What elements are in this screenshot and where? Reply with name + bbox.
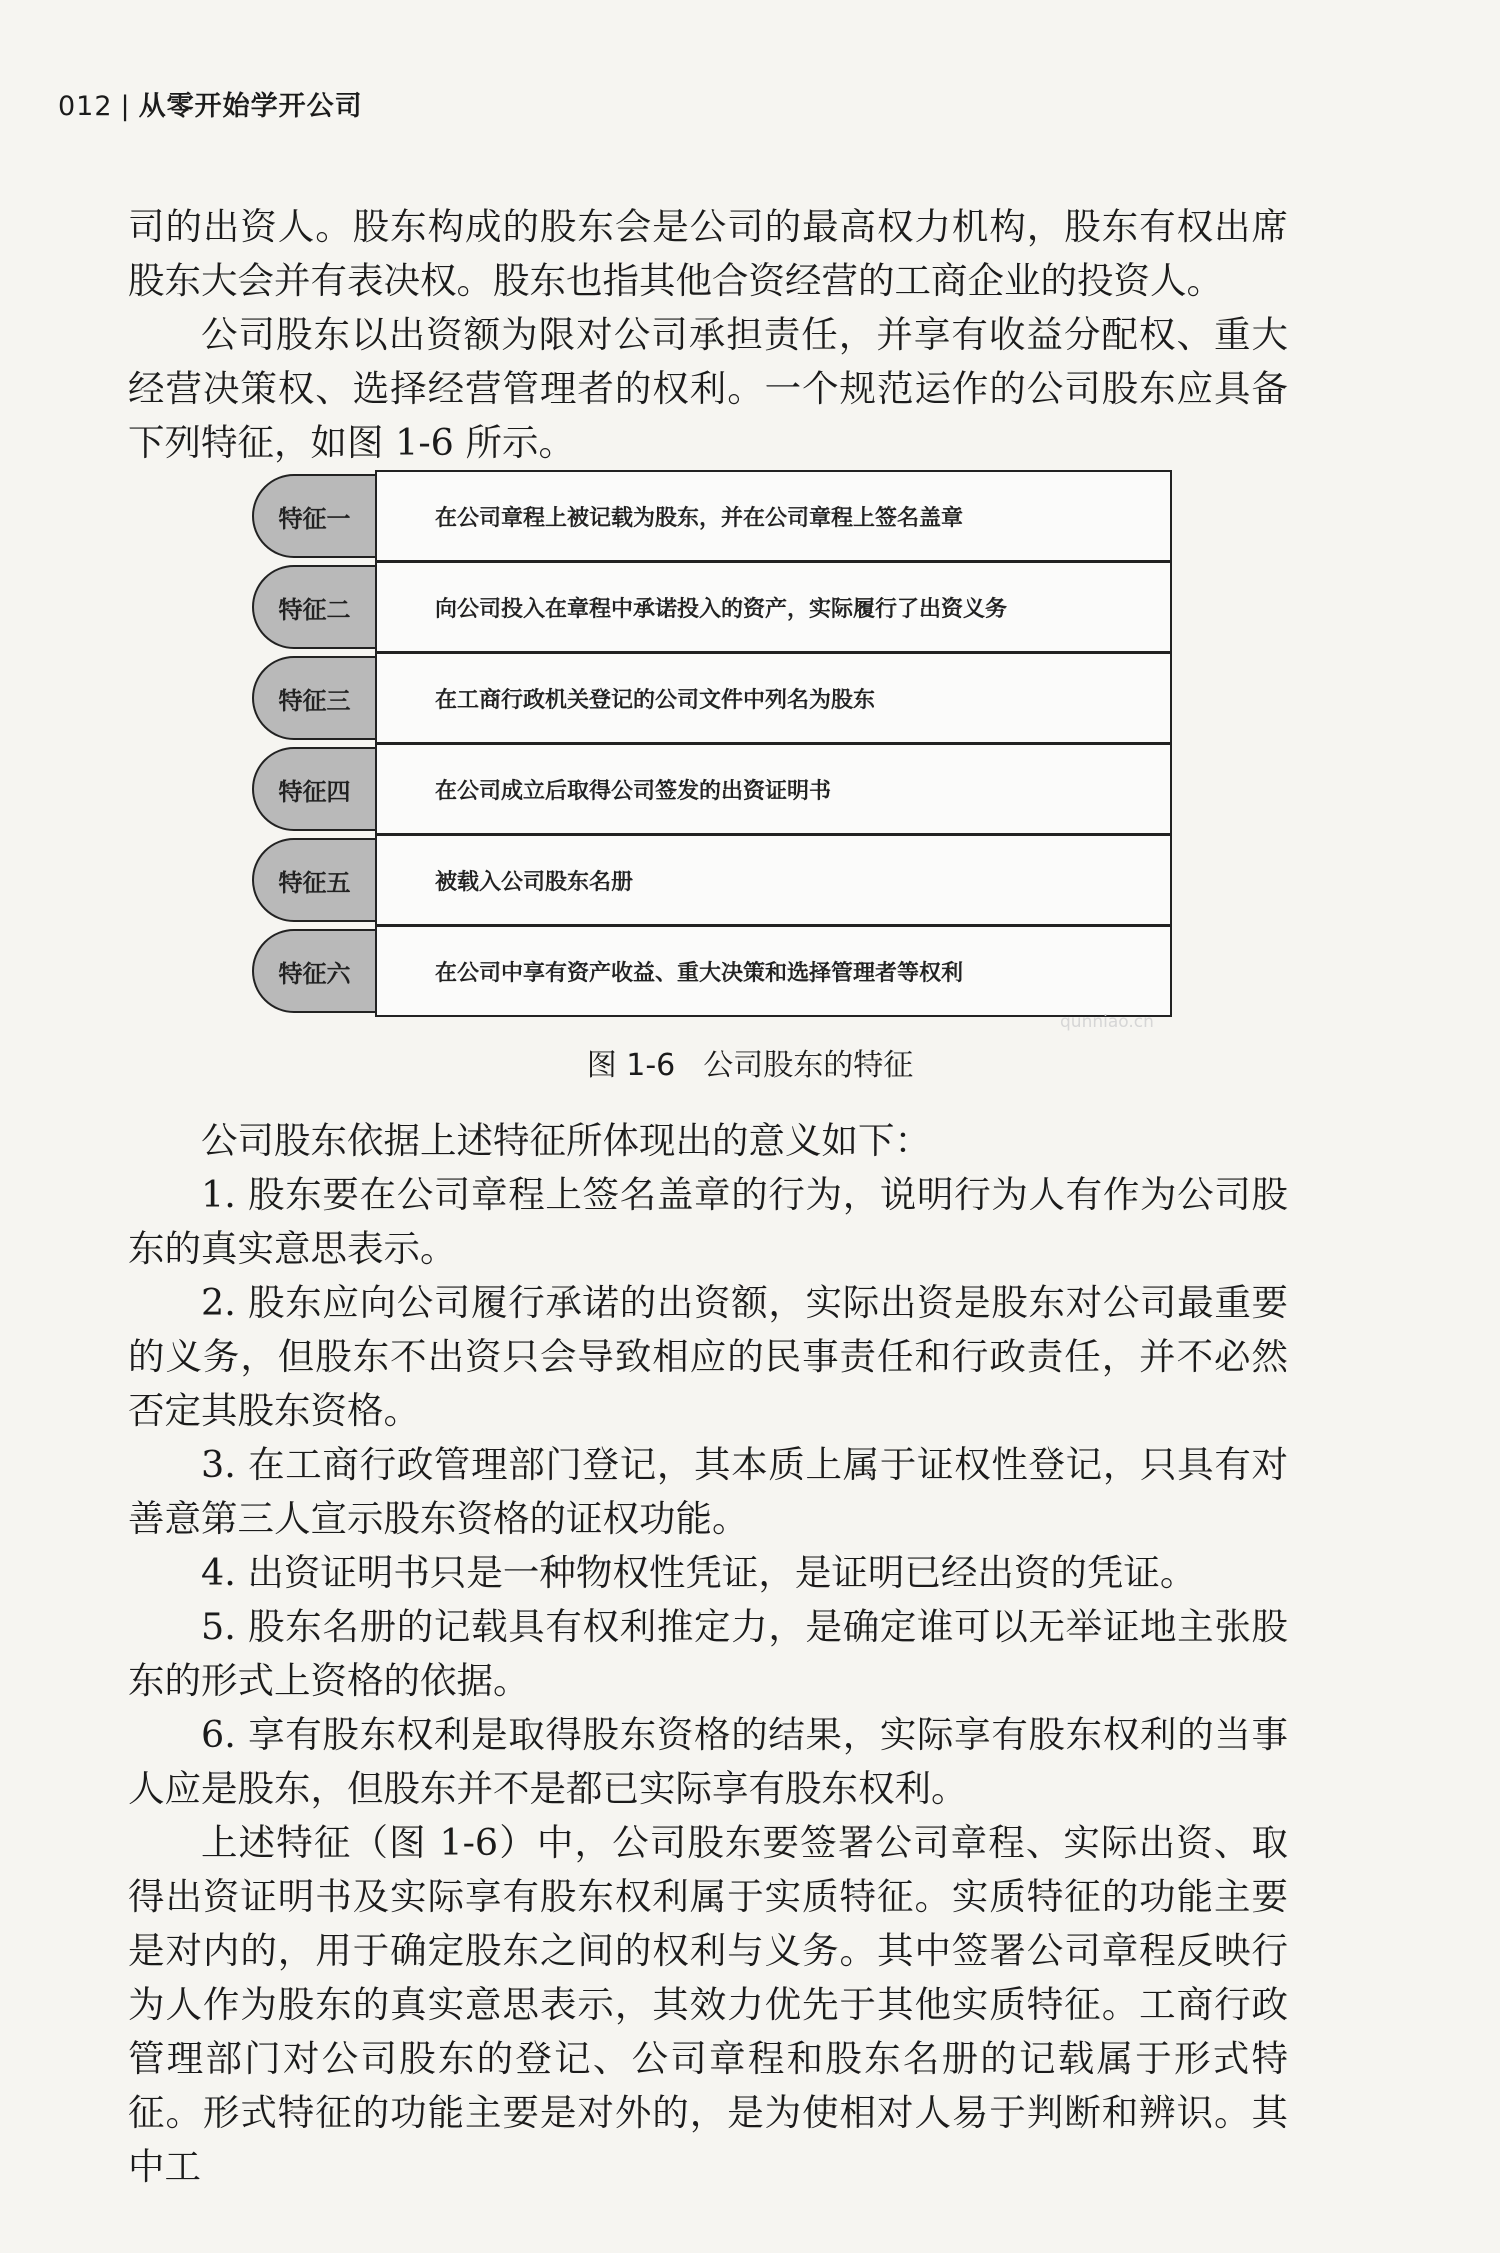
feature-row [252, 834, 1172, 926]
paragraph: 6. 享有股东权利是取得股东资格的结果，实际享有股东权利的当事人应是股东，但股东并不是都已实际享有股东权利。 [128, 1713, 1288, 1810]
shareholder-features-figure [252, 470, 1172, 1018]
feature-text: 在公司成立后取得公司签发的出资证明书 [375, 743, 1172, 835]
paragraph: 公司股东依据上述特征所体现出的意义如下： [201, 1119, 931, 1162]
paragraph: 1. 股东要在公司章程上签名盖章的行为，说明行为人有作为公司股东的真实意思表示。 [128, 1173, 1288, 1270]
feature-row [252, 561, 1172, 653]
running-header [58, 84, 363, 123]
feature-text: 向公司投入在章程中承诺投入的资产，实际履行了出资义务 [375, 561, 1172, 653]
paragraph: 公司股东以出资额为限对公司承担责任，并享有收益分配权、重大经营决策权、选择经营管理者的权利。一个规范运作的公司股东应具备下列特征，如图 1-6 所示。 [128, 313, 1288, 464]
feature-row [252, 470, 1172, 562]
feature-row [252, 652, 1172, 744]
page-number: 012 [58, 91, 113, 122]
header-separator: | [120, 91, 131, 122]
feature-row [252, 743, 1172, 835]
paragraph: 司的出资人。股东构成的股东会是公司的最高权力机构，股东有权出席股东大会并有表决权。股东也指其他合资经营的工商企业的投资人。 [128, 205, 1288, 302]
feature-label: 特征二 [252, 565, 377, 649]
feature-label: 特征六 [252, 929, 377, 1013]
feature-text: 在工商行政机关登记的公司文件中列名为股东 [375, 652, 1172, 744]
feature-row [252, 925, 1172, 1017]
feature-text: 被载入公司股东名册 [375, 834, 1172, 926]
body-text-bottom [128, 1114, 1288, 2194]
figure-caption [0, 1040, 1500, 1084]
watermark: qunniao.cn [1060, 1012, 1154, 1032]
paragraph: 5. 股东名册的记载具有权利推定力，是确定谁可以无举证地主张股东的形式上资格的依据。 [128, 1605, 1288, 1702]
feature-label: 特征一 [252, 474, 377, 558]
paragraph: 3. 在工商行政管理部门登记，其本质上属于证权性登记，只具有对善意第三人宣示股东资格的证权功能。 [128, 1443, 1288, 1540]
feature-label: 特征五 [252, 838, 377, 922]
feature-label: 特征四 [252, 747, 377, 831]
feature-text: 在公司中享有资产收益、重大决策和选择管理者等权利 [375, 925, 1172, 1017]
book-title: 从零开始学开公司 [138, 91, 363, 122]
figure-number: 图 1-6 [586, 1048, 676, 1083]
paragraph: 2. 股东应向公司履行承诺的出资额，实际出资是股东对公司最重要的义务，但股东不出资只会导致相应的民事责任和行政责任，并不必然否定其股东资格。 [128, 1281, 1288, 1432]
body-text-top [128, 200, 1288, 470]
paragraph: 4. 出资证明书只是一种物权性凭证，是证明已经出资的凭证。 [201, 1551, 1197, 1594]
paragraph: 上述特征（图 1-6）中，公司股东要签署公司章程、实际出资、取得出资证明书及实际享有股东权利属于实质特征。实质特征的功能主要是对内的，用于确定股东之间的权利与义务。其中签署公司章程反映行为人作为股东的真实意思表示，其效力优先于其他实质特征。工商行政管理部门对公司股东的登记、公司章程和股东名册的记载属于形式特征。形式特征的功能主要是对外的，是为使相对人易于判断和辨识。其中工 [128, 1821, 1288, 2188]
feature-label: 特征三 [252, 656, 377, 740]
figure-title: 公司股东的特征 [703, 1048, 914, 1083]
feature-text: 在公司章程上被记载为股东，并在公司章程上签名盖章 [375, 470, 1172, 562]
